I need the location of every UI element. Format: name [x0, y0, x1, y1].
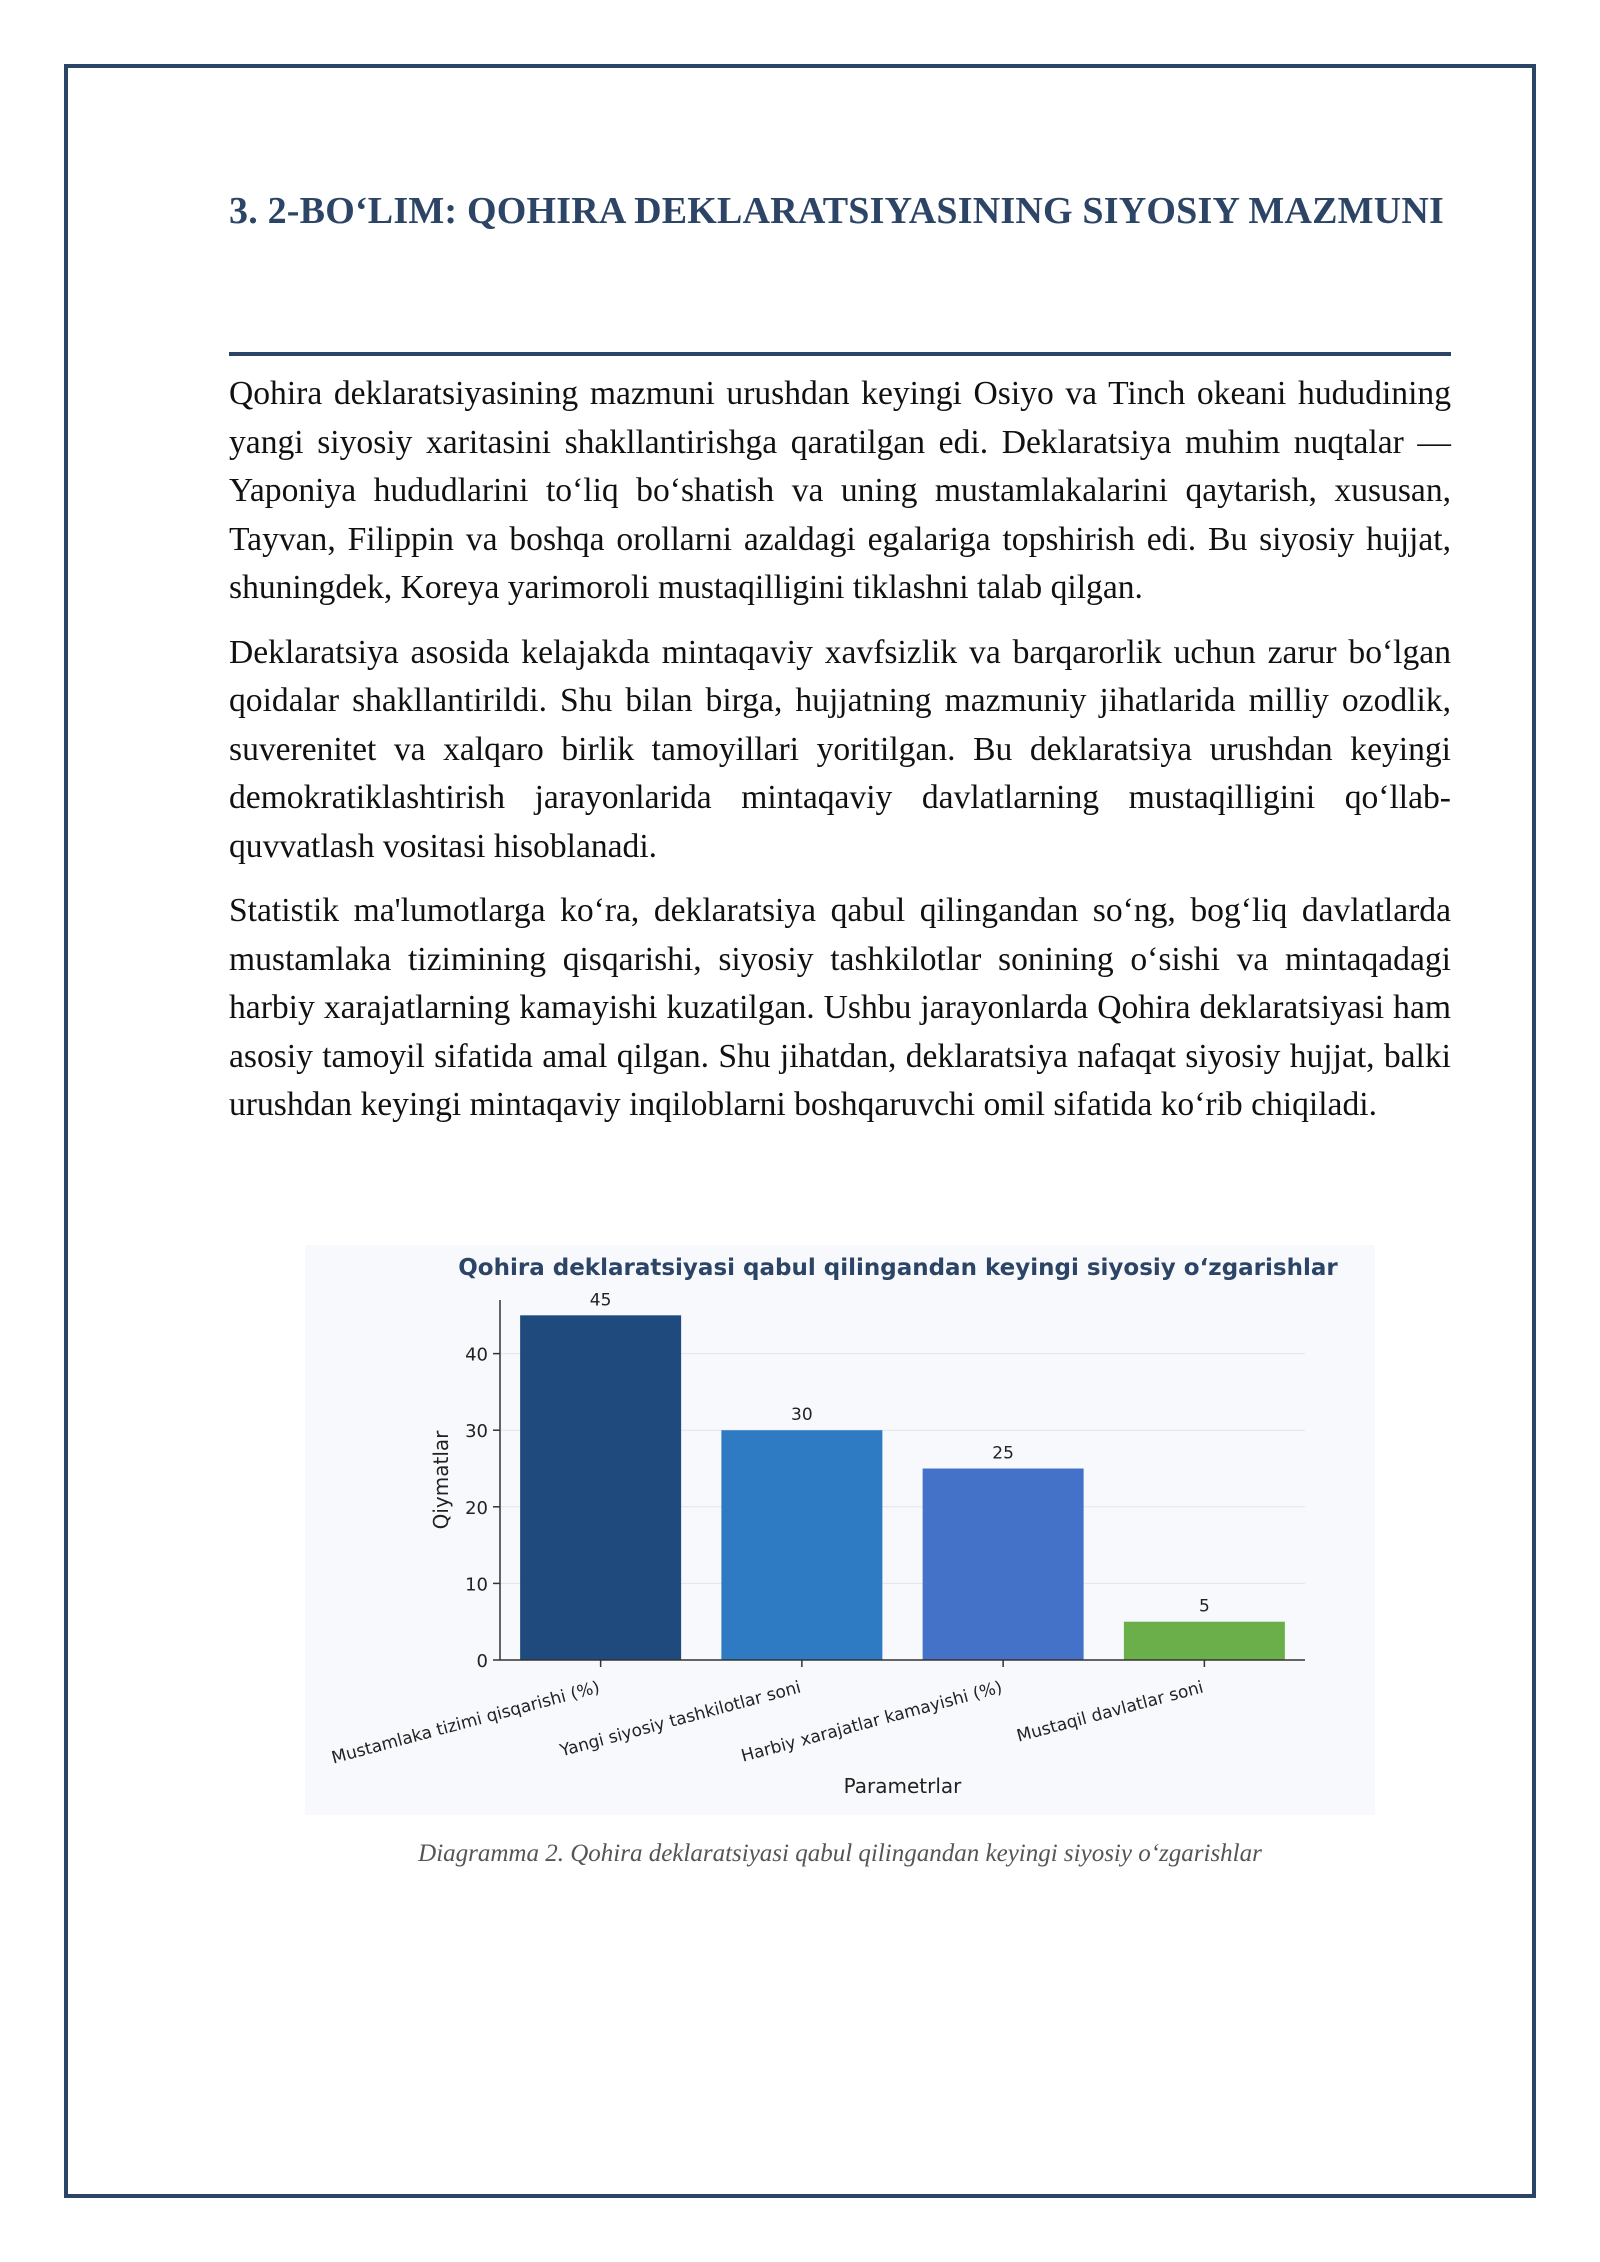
bar-chart — [305, 1245, 1375, 1815]
bar — [721, 1430, 882, 1660]
paragraph-2: Deklaratsiya asosida kelajakda mintaqaviy xavfsizlik va barqarorlik uchun zarur bo‘lgan qoidalar shakllantirildi. Shu bilan birga, hujjatning mazmuniy jihatlarida milliy ozodlik, suverenitet va xalqaro birlik tamoyillari yoritilgan. Bu deklaratsiya urushdan keyingi demokratiklashtirish jarayonlarida mintaqaviy davlatlarning mustaqilligini qo‘llab-quvvatlash vositasi hisoblanadi. — [229, 633, 1451, 865]
y-axis-label: Qiymatlar — [429, 1430, 453, 1530]
bar-chart-svg — [305, 1245, 1375, 1815]
paragraph-1: Qohira deklaratsiyasining mazmuni urushdan keyingi Osiyo va Tinch okeani hududining yangi siyosiy xaritasini shakllantirishga qaratilgan edi. Deklaratsiya muhim nuqtalar — Yaponiya hududlarini to‘liq bo‘shatish va uning mustamlakalarini qaytarish, xususan, Tayvan, Filippin va boshqa orollarni azaldagi egalariga topshirish edi. Bu siyosiy hujjat, shuningdek, Koreya yarimoroli mustaqilligini tiklashni talab qilgan. — [229, 375, 1451, 606]
x-tick-label: Mustamlaka tizimi qisqarishi (%) — [329, 1677, 602, 1769]
x-tick-label: Yangi siyosiy tashkilotlar soni — [557, 1677, 804, 1762]
y-tick-label: 10 — [465, 1574, 488, 1596]
x-tick-label: Mustaqil davlatlar soni — [1014, 1677, 1206, 1747]
section-heading: 3. 2-BO‘LIM: QOHIRA DEKLARATSIYASINING SIYOSIY MAZMUNI — [229, 190, 1444, 232]
y-tick-label: 0 — [476, 1651, 488, 1672]
y-tick-label: 20 — [465, 1497, 488, 1519]
chart-title: Qohira deklaratsiyasi qabul qilingandan keyingi siyosiy o‘zgarishlar — [458, 1255, 1338, 1281]
bar — [923, 1469, 1084, 1660]
bar-value-label: 30 — [791, 1405, 813, 1426]
bar-value-label: 45 — [589, 1290, 612, 1311]
x-axis-label: Parametrlar — [843, 1774, 962, 1798]
paragraph-3: Statistik ma'lumotlarga ko‘ra, deklaratsiya qabul qilingandan so‘ng, bog‘liq davlatlarda mustamlaka tizimining qisqarishi, siyosiy tashkilotlar sonining o‘sishi va mintaqadagi harbiy xarajatlarning kamayishi kuzatilgan. Ushbu jarayonlarda Qohira deklaratsiyasi ham asosiy tamoyil sifatida amal qilgan. Shu jihatdan, deklaratsiya nafaqat siyosiy hujjat, balki urushdan keyingi mintaqaviy inqiloblarni boshqaruvchi omil sifatida ko‘rib chiqiladi. — [229, 892, 1451, 1123]
y-tick-label: 30 — [465, 1421, 488, 1443]
y-tick-label: 40 — [465, 1344, 488, 1366]
body-text — [229, 370, 1451, 1146]
bar-value-label: 25 — [992, 1443, 1014, 1464]
figure-caption: Diagramma 2. Qohira deklaratsiyasi qabul qilingandan keyingi siyosiy o‘zgarishlar — [418, 1840, 1262, 1867]
bar-value-label: 5 — [1198, 1596, 1210, 1617]
bar — [1124, 1622, 1285, 1660]
x-tick-label: Harbiy xarajatlar kamayishi (%) — [739, 1677, 1005, 1767]
heading-divider — [229, 352, 1451, 356]
bar — [520, 1315, 681, 1660]
